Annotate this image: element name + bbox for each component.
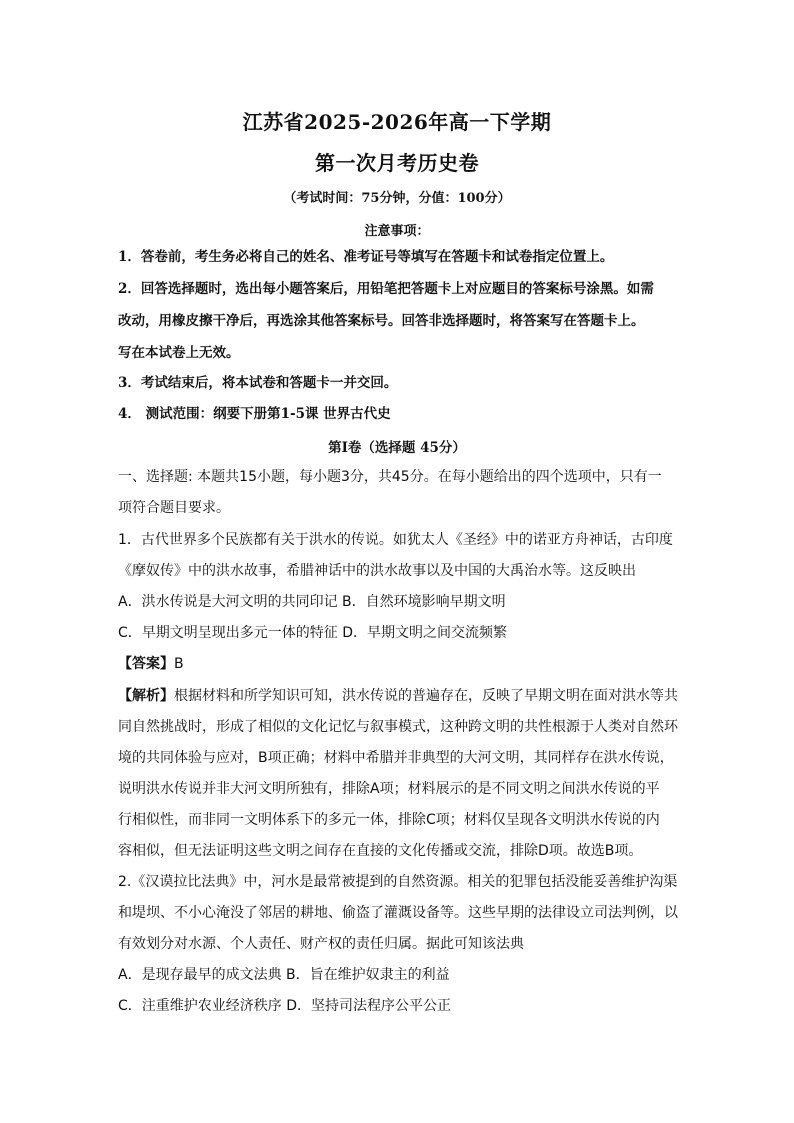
- notice-item: 4． 测试范围：纲要下册第1-5课 世界古代史: [118, 406, 391, 422]
- section-title: 第Ⅰ卷（选择题 45分）: [328, 440, 466, 456]
- question-stem: 2.《汉谟拉比法典》中，河水是最常被提到的自然资源。相关的犯罪包括没能妥善维护沟渠: [118, 874, 678, 890]
- question-options: C．注重维护农业经济秩序 D．坚持司法程序公平公正: [118, 998, 452, 1014]
- analysis-label: 【解析】: [118, 688, 174, 704]
- section-intro: 项符合题目要求。: [118, 500, 230, 516]
- analysis-text: 境的共同体验与应对，B项正确；材料中希腊并非典型的大河文明，其同样存在洪水传说，: [118, 750, 674, 766]
- question-options: A．是现存最早的成文法典 B．旨在维护奴隶主的利益: [118, 967, 450, 983]
- answer-line: [118, 654, 678, 674]
- exam-title-line2: 第一次月考历史卷: [315, 151, 479, 175]
- notice-item: 写在本试卷上无效。: [118, 345, 240, 361]
- analysis-text: 根据材料和所学知识可知，洪水传说的普遍存在，反映了早期文明在面对洪水等共: [174, 688, 678, 704]
- question-stem: 有效划分对水源、个人责任、财产权的责任归属。据此可知该法典: [118, 936, 524, 952]
- question-options: C．早期文明呈现出多元一体的特征 D．早期文明之间交流频繁: [118, 625, 508, 641]
- answer-value: B: [174, 656, 184, 672]
- notice-item: 改动，用橡皮擦干净后，再选涂其他答案标号。回答非选择题时，将答案写在答题卡上。: [118, 313, 645, 329]
- analysis-text: 同自然挑战时，形成了相似的文化记忆与叙事模式，这种跨文明的共性根源于人类对自然环: [118, 719, 678, 735]
- exam-info: （考试时间：75分钟，分值：100分）: [283, 191, 511, 206]
- analysis-line: [118, 686, 678, 706]
- exam-title-line1: 江苏省2025-2026年高一下学期: [242, 110, 552, 134]
- question-options: A．洪水传说是大河文明的共同印记 B．自然环境影响早期文明: [118, 594, 506, 610]
- answer-label: 【答案】: [118, 656, 174, 672]
- analysis-text: 容相似，但无法证明这些文明之间存在直接的文化传播或交流，排除D项。故选B项。: [118, 843, 643, 859]
- question-stem: 《摩奴传》中的洪水故事，希腊神话中的洪水故事以及中国的大禹治水等。这反映出: [118, 563, 636, 579]
- notice-title: 注意事项：: [364, 224, 430, 239]
- analysis-text: 说明洪水传说并非大河文明所独有，排除A项；材料展示的是不同文明之间洪水传说的平: [118, 781, 660, 797]
- analysis-text: 行相似性，而非同一文明体系下的多元一体，排除C项；材料仅呈现各文明洪水传说的内: [118, 812, 660, 828]
- question-stem: 和堤坝、不小心淹没了邻居的耕地、偷盗了灌溉设备等。这些早期的法律设立司法判例，以: [118, 905, 678, 921]
- section-intro: 一、选择题: 本题共15小题，每小题3分，共45分。在每小题给出的四个选项中，只有一: [118, 469, 662, 485]
- notice-item: 3．考试结束后，将本试卷和答题卡一并交回。: [118, 375, 398, 391]
- notice-item: 1．答卷前，考生务必将自己的姓名、准考证号等填写在答题卡和试卷指定位置上。: [118, 249, 614, 265]
- notice-item: 2．回答选择题时，选出每小题答案后，用铅笔把答题卡上对应题目的答案标号涂黑。如需: [118, 281, 654, 297]
- question-stem: 1．古代世界多个民族都有关于洪水的传说。如犹太人《圣经》中的诺亚方舟神话，古印度: [118, 532, 673, 548]
